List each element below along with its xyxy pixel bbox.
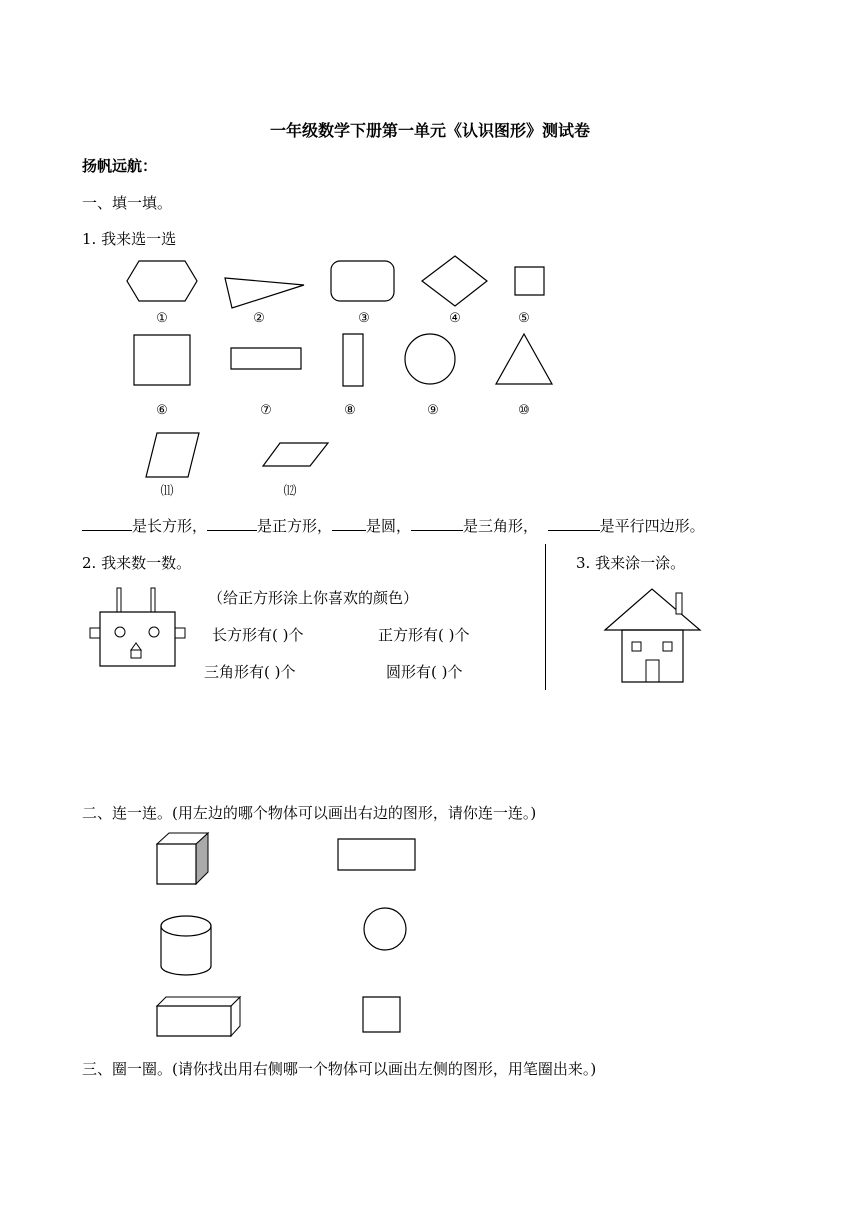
triangle-shape-2 <box>224 274 306 310</box>
shape-label-4: ④ <box>449 311 461 326</box>
vertical-divider <box>545 544 546 690</box>
tall-rectangle-shape <box>342 333 364 387</box>
blank-triangle[interactable] <box>411 516 463 531</box>
circle-figure <box>362 906 408 952</box>
count-rectangle: 长方形有( )个 <box>212 626 304 644</box>
subtitle: 扬帆远航： <box>82 157 158 175</box>
parallelogram-shape-11 <box>145 432 201 478</box>
shape-label-8: ⑧ <box>344 403 356 418</box>
shape-label-10: ⑩ <box>518 403 530 418</box>
section2-heading: 二、连一连。(用左边的哪个物体可以画出右边的图形，请你连一连。) <box>82 804 537 822</box>
shape-label-9: ⑨ <box>427 403 439 418</box>
blank-text-square: 是正方形， <box>257 517 333 535</box>
q3-heading: 3. 我来涂一涂。 <box>576 554 686 572</box>
hexagon-shape <box>126 260 198 302</box>
shape-label-5: ⑤ <box>518 311 530 326</box>
shape-label-1: ① <box>156 311 168 326</box>
q2-note: （给正方形涂上你喜欢的颜色） <box>208 589 419 607</box>
blank-text-circle: 是圆， <box>366 517 412 535</box>
q2-heading: 2. 我来数一数。 <box>82 554 192 572</box>
section3-heading: 三、圈一圈。(请你找出用右侧哪一个物体可以画出左侧的图形，用笔圈出来。) <box>82 1060 597 1078</box>
cuboid-object <box>156 996 242 1038</box>
blank-circle[interactable] <box>332 516 366 531</box>
rectangle-figure <box>337 838 417 872</box>
blank-text-parallelogram: 是平行四边形。 <box>599 517 705 535</box>
q1-heading: 1. 我来选一选 <box>82 230 177 248</box>
count-circle: 圆形有( )个 <box>386 663 463 681</box>
rounded-rectangle-shape <box>330 260 396 302</box>
long-rectangle-shape <box>230 347 302 371</box>
diamond-shape <box>421 255 489 307</box>
circle-shape <box>403 332 457 386</box>
blank-text-triangle: 是三角形， <box>463 517 539 535</box>
shape-label-2: ② <box>253 311 265 326</box>
cylinder-object <box>160 914 212 976</box>
blank-text-rectangle: 是长方形， <box>132 517 208 535</box>
section1-heading: 一、填一填。 <box>82 194 173 212</box>
shape-label-12: ⑿ <box>283 484 297 499</box>
shape-label-11: ⑾ <box>160 484 174 499</box>
cube-object <box>156 832 212 886</box>
house-figure <box>604 588 702 684</box>
small-square-shape <box>514 266 546 296</box>
blank-square[interactable] <box>207 516 257 531</box>
shape-label-6: ⑥ <box>156 403 168 418</box>
square-figure <box>362 996 402 1034</box>
square-shape <box>133 334 191 386</box>
triangle-shape-10 <box>495 333 553 385</box>
robot-figure <box>89 588 187 668</box>
count-triangle: 三角形有( )个 <box>204 663 296 681</box>
parallelogram-shape-12 <box>262 442 330 468</box>
shape-label-3: ③ <box>358 311 370 326</box>
shape-label-7: ⑦ <box>260 403 272 418</box>
blank-rectangle[interactable] <box>82 516 132 531</box>
page-title: 一年级数学下册第一单元《认识图形》测试卷 <box>269 121 590 140</box>
blank-parallelogram[interactable] <box>548 516 600 531</box>
q1-answer-line <box>82 515 705 536</box>
count-square: 正方形有( )个 <box>378 626 470 644</box>
